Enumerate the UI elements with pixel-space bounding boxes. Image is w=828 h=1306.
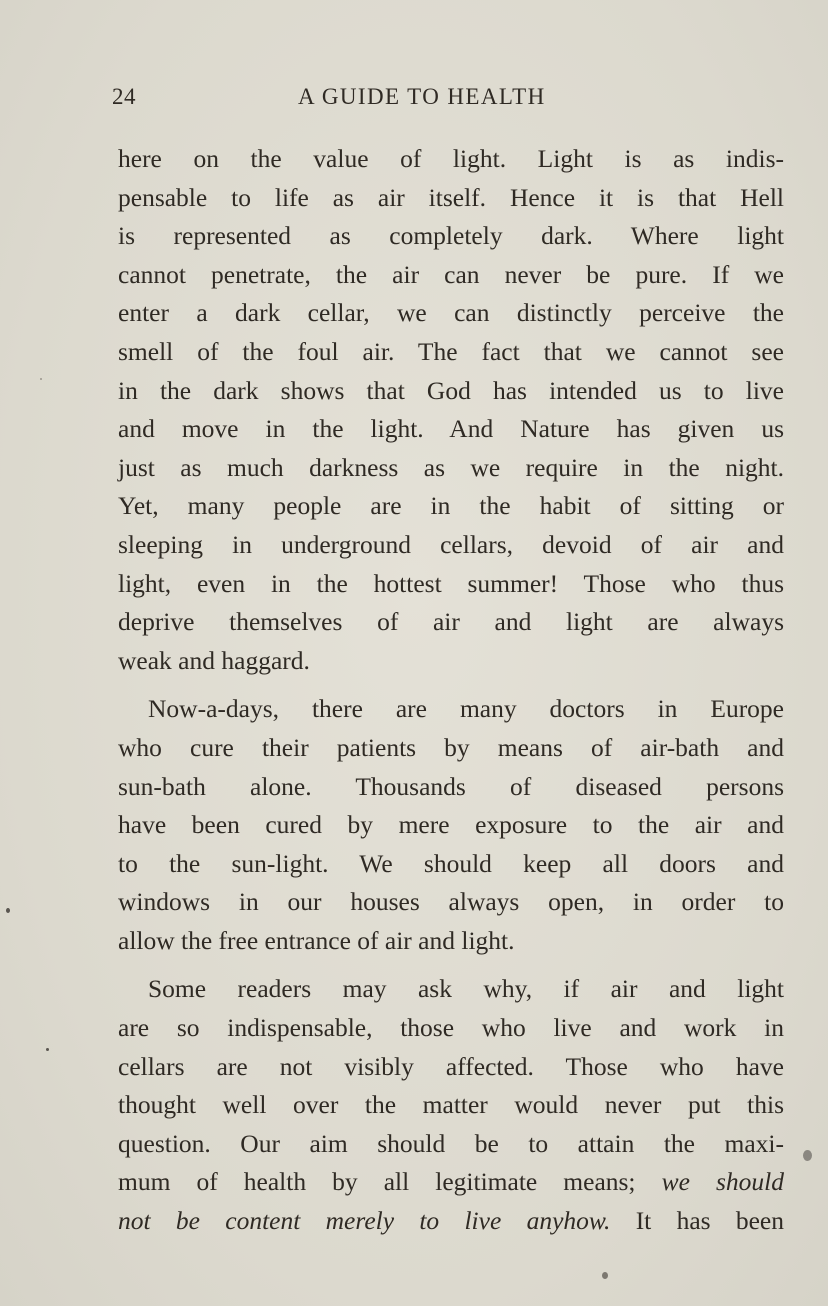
page-number: 24 (112, 84, 136, 109)
text-line: to the sun-light. We should keep all doors and (118, 848, 784, 878)
text-line: here on the value of light. Light is as indis- (118, 144, 784, 173)
text-line: in the dark shows that God has intended us to live (118, 375, 784, 405)
text-line: just as much darkness as we require in the night. (118, 452, 784, 482)
text-line: Yet, many people are in the habit of sitting or (118, 491, 784, 521)
ink-speck (6, 908, 10, 913)
text-line: is represented as completely dark. Where light (118, 221, 784, 251)
text-line: weak and haggard. (118, 645, 310, 675)
text-line: sleeping in underground cellars, devoid of air and (118, 529, 784, 559)
text-line: deprive themselves of air and light are always (118, 607, 784, 637)
italic-text: not be content merely to live anyhow. (118, 1206, 611, 1236)
text-line: cannot penetrate, the air can never be pure. If we (118, 259, 784, 289)
paragraph-2 (118, 690, 784, 960)
page-header (112, 84, 784, 120)
ink-speck (803, 1150, 812, 1161)
text-line: enter a dark cellar, we can distinctly perceive the (118, 298, 784, 328)
text-line (118, 1163, 784, 1202)
text-line: light, even in the hottest summer! Those who thus (118, 568, 784, 598)
text-line: smell of the foul air. The fact that we cannot see (118, 336, 784, 366)
text-line: pensable to life as air itself. Hence it is that Hell (118, 182, 784, 212)
text-line: question. Our aim should be to attain the maxi- (118, 1128, 784, 1158)
italic-text: we should (661, 1167, 784, 1197)
text-run: It has been (610, 1206, 784, 1236)
text-line: are so indispensable, those who live and work in (118, 1013, 784, 1043)
paragraph-3 (118, 970, 784, 1240)
text-line: who cure their patients by means of air-bath and (118, 732, 784, 762)
body-text (118, 140, 784, 1241)
ink-speck (46, 1048, 49, 1051)
ink-speck (40, 378, 42, 380)
text-line: Some readers may ask why, if air and light (148, 974, 784, 1004)
paragraph-1 (118, 140, 784, 680)
text-line: allow the free entrance of air and light. (118, 925, 515, 955)
text-line: Now-a-days, there are many doctors in Europe (148, 694, 784, 724)
text-line: cellars are not visibly affected. Those who have (118, 1051, 784, 1081)
text-run: mum of health by all legitimate means; (118, 1167, 662, 1197)
text-line: thought well over the matter would never put this (118, 1090, 784, 1120)
text-line: sun-bath alone. Thousands of diseased persons (118, 771, 784, 801)
ink-speck (602, 1272, 608, 1279)
text-line (118, 1202, 784, 1241)
text-line: windows in our houses always open, in order to (118, 887, 784, 917)
text-line: and move in the light. And Nature has given us (118, 414, 784, 444)
running-head: A GUIDE TO HEALTH (298, 84, 546, 109)
text-line: have been cured by mere exposure to the air and (118, 810, 784, 840)
